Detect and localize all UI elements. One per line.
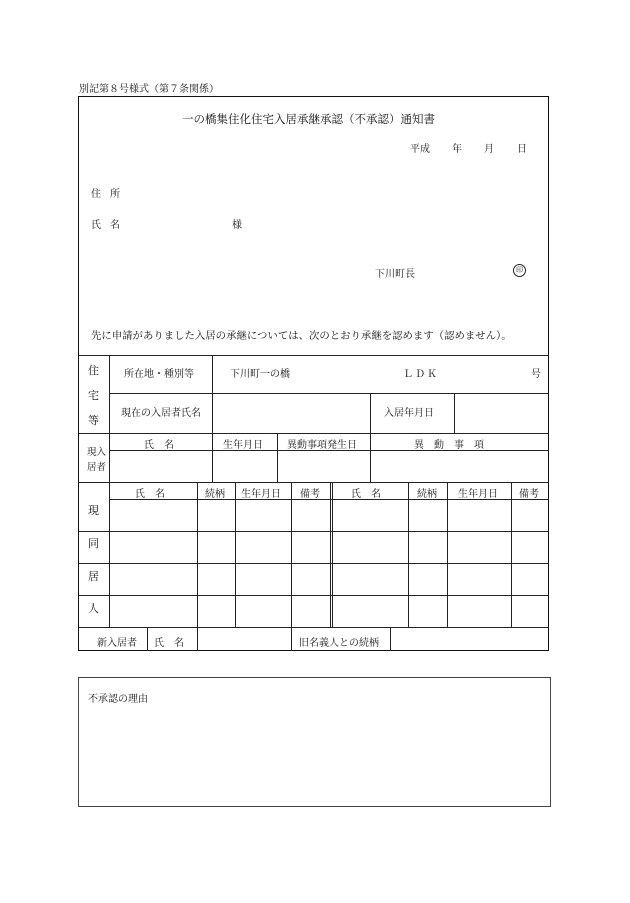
relation-to-former-holder-label: 旧名義人との続柄 (299, 638, 379, 649)
name-label: 氏名 (91, 220, 129, 231)
tenant-header-change-date: 異動事項発生日 (287, 440, 357, 451)
current-tenant-name-label: 現在の入居者氏名 (121, 408, 201, 419)
tenant-header-name: 氏 名 (144, 440, 174, 451)
date-year: 年 (452, 144, 462, 155)
cohabitant-header-remarks-left: 備考 (300, 489, 320, 500)
cohabitant-side-char-4: 人 (88, 602, 99, 615)
form-title: 一の橋集住化住宅入居承継承認（不承認）通知書 (182, 112, 435, 126)
address-label: 住所 (91, 189, 129, 200)
movein-date-label: 入居年月日 (384, 408, 434, 419)
cohabitant-header-birthdate-left: 生年月日 (241, 489, 281, 500)
cohabitant-side-char-2: 同 (88, 537, 99, 550)
housing-side-char-2: 宅 (88, 389, 99, 402)
cohabitant-header-birthdate-right: 生年月日 (458, 489, 498, 500)
cohabitant-header-remarks-right: 備考 (519, 489, 539, 500)
date-month: 月 (484, 144, 494, 155)
cohabitant-side-char-3: 居 (88, 570, 99, 583)
date-day: 日 (517, 144, 527, 155)
cohabitant-side-char-1: 現 (88, 504, 99, 517)
seal-mark: 印 (513, 264, 526, 277)
housing-side-char-1: 住 (88, 364, 99, 377)
date-era: 平成 (410, 144, 430, 155)
rejection-reason-box (78, 677, 551, 807)
cohabitant-header-name-left: 氏 名 (135, 489, 165, 500)
housing-side-char-3: 等 (88, 414, 99, 427)
cohabitant-header-name-right: 氏 名 (351, 489, 381, 500)
cohabitant-header-relation-left: 続柄 (205, 489, 225, 500)
form-number-label: 別記第８号様式（第７条関係） (79, 84, 219, 95)
tenant-header-change-item: 異 動 事 項 (414, 440, 484, 451)
cohabitant-header-relation-right: 続柄 (417, 489, 437, 500)
new-tenant-label: 新入居者 (97, 638, 137, 649)
honorific: 様 (232, 220, 242, 231)
rejection-reason-label: 不承認の理由 (88, 694, 148, 705)
approval-statement: 先に申請がありました入居の承継については、次のとおり承継を認めます（認めません）。 (91, 330, 512, 342)
tenant-header-birthdate: 生年月日 (223, 440, 263, 451)
issuer-title: 下川町長 (375, 269, 415, 280)
unit-number-suffix: 号 (531, 369, 541, 380)
tenant-side-line-2: 居者 (87, 462, 107, 473)
notice-form (78, 96, 549, 651)
ldk-label: ＬＤＫ (403, 369, 439, 380)
location-label: 所在地・種別等 (124, 369, 194, 380)
location-value: 下川町一の橋 (230, 369, 290, 380)
new-tenant-name-label: 氏 名 (154, 638, 184, 649)
tenant-side-line-1: 現入 (87, 447, 107, 458)
